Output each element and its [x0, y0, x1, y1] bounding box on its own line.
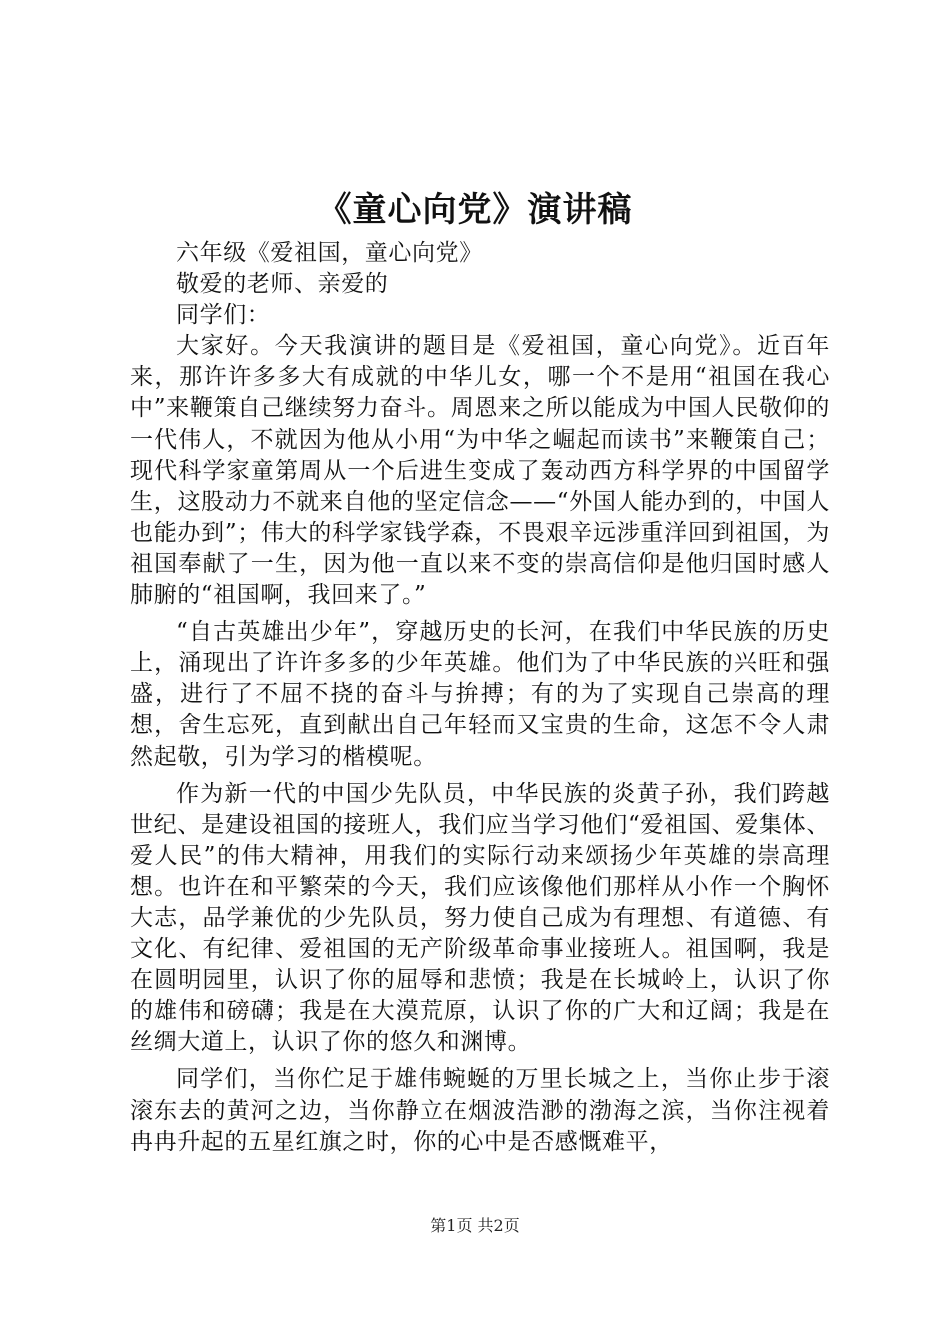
paragraph-2: “自古英雄出少年”，穿越历史的长河，在我们中华民族的历史上，涌现出了许许多多的少年英雄。他们为了中华民族的兴旺和强盛，进行了不屈不挠的奋斗与拚搏；有的为了实现自己崇高的理想，舍生忘死，直到献出自己年轻而又宝贵的生命，这怎不令人肃然起敬，引为学习的楷模呢。 [130, 619, 830, 770]
salutation-line-2: 同学们： [176, 302, 271, 329]
paragraph-3: 作为新一代的中国少先队员，中华民族的炎黄子孙，我们跨越世纪、是建设祖国的接班人，我们应当学习他们“爱祖国、爱集体、爱人民”的伟大精神，用我们的实际行动来颂扬少年英雄的崇高理想。也许在和平繁荣的今天，我们应该像他们那样从小作一个胸怀大志，品学兼优的少先队员，努力使自己成为有理想、有道德、有文化、有纪律、爱祖国的无产阶级革命事业接班人。祖国啊，我是在圆明园里，认识了你的屈辱和悲愤；我是在长城岭上，认识了你的雄伟和磅礴；我是在大漠荒原，认识了你的广大和辽阔；我是在丝绸大道上，认识了你的悠久和渊博。 [130, 780, 830, 1056]
salutation-line-1: 敬爱的老师、亲爱的 [176, 271, 389, 298]
subtitle-line: 六年级《爱祖国，童心向党》 [176, 240, 483, 266]
document-body [130, 238, 830, 1158]
document-title: 《童心向党》演讲稿 [317, 190, 633, 230]
paragraph-4: 同学们，当你伫足于雄伟蜿蜒的万里长城之上，当你止步于滚滚东去的黄河之边，当你静立在烟波浩渺的渤海之滨，当你注视着冉冉升起的五星红旗之时，你的心中是否感慨难平， [130, 1066, 830, 1155]
paragraph-1: 大家好。今天我演讲的题目是《爱祖国，童心向党》。近百年来，那许许多多大有成就的中华儿女，哪一个不是用“祖国在我心中”来鞭策自己继续努力奋斗。周恩来之所以能成为中国人民敬仰的一代伟人，不就因为他从小用“为中华之崛起而读书”来鞭策自己；现代科学家童第周从一个后进生变成了轰动西方科学界的中国留学生，这股动力不就来自他的坚定信念——“外国人能办到的，中国人也能办到”；伟大的科学家钱学森，不畏艰辛远涉重洋回到祖国，为祖国奉献了一生，因为他一直以来不变的崇高信仰是他归国时感人肺腑的“祖国啊，我回来了。” [130, 333, 830, 609]
page-number-footer: 第1页 共2页 [430, 1216, 520, 1235]
